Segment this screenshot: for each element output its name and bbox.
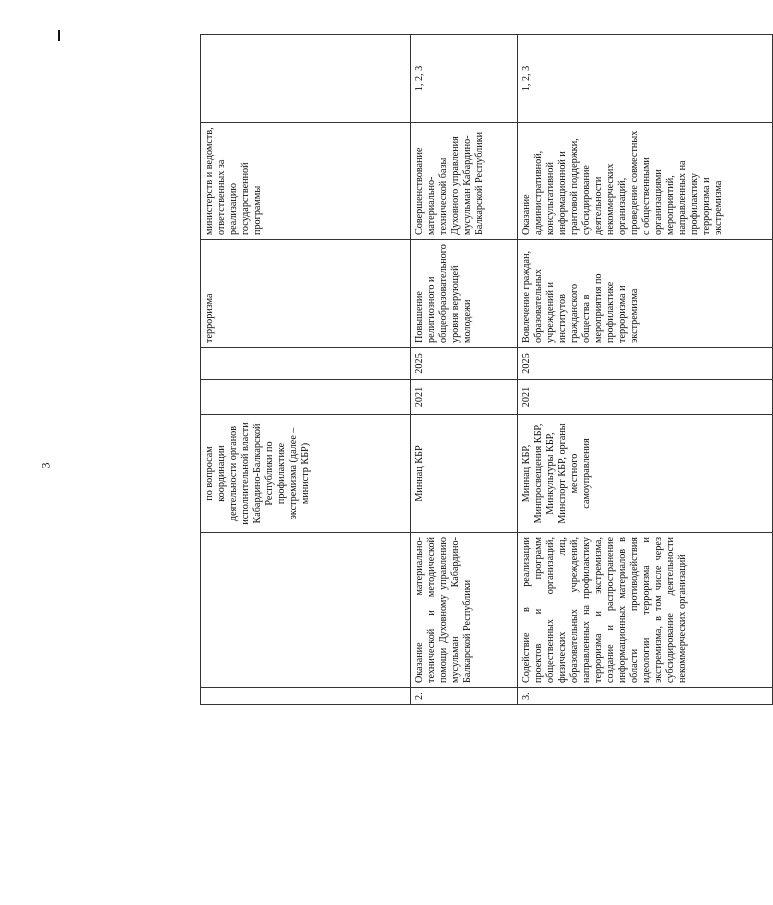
responsible-executor: Миннац КБР, Минпросвещения КБР, Минкультуры КБР, Минспорт КБР, органы местного самоуправления: [518, 415, 773, 533]
row-number: 2.: [411, 688, 518, 705]
program-activities-table: [200, 34, 773, 705]
expected-result: Вовлечение граждан, образовательных учреждений и институтов гражданского общества в мероприятия по профилактике терроризма и экстремизма: [518, 240, 773, 348]
row-number: [201, 688, 411, 705]
indicator-text: Совершенствование материально-технической базы Духовного управления мусульман Кабардино-Балкарской Республики: [411, 123, 518, 240]
expected-result: терроризма: [201, 240, 411, 348]
margin-tick-mark: [58, 30, 60, 41]
expected-result: Повышение религиозного и общеобразовательного уровня верующей молодежи: [411, 240, 518, 348]
indicator-text: Оказание административной, консультативной информационной и грантовой поддержки, субсидирование деятельности некоммерческих организаций, проведение совместных с общественными организациями мероприятий, направленных на профилактику терроризма и экстремизма: [518, 123, 773, 240]
responsible-executor: по вопросам координации деятельности органов исполнительной власти Кабардино-Балкарской Республики по профилактике экстремизма (далее – министр КБР): [201, 415, 411, 533]
activity-description: Оказание материально-технической и методической помощи Духовному управлению мусульман Кабардино-Балкарской Республики: [411, 533, 518, 688]
end-year: [201, 348, 411, 380]
table-row: [411, 35, 518, 705]
row-number: 3.: [518, 688, 773, 705]
start-year: 2021: [411, 380, 518, 415]
responsible-executor: Миннац КБР: [411, 415, 518, 533]
activity-description: Содействие в реализации проектов и программ общественных организаций, физических лиц, образовательных учреждений, направленных на профилактику терроризма и экстремизма, создание и распространение информационных материалов в области противодействия идеологии терроризма и экстремизма, в том числе через субсидирование деятельности некоммерческих организаций: [518, 533, 773, 688]
program-indicator-refs: [201, 35, 411, 123]
activity-description: [201, 533, 411, 688]
end-year: 2025: [411, 348, 518, 380]
start-year: [201, 380, 411, 415]
end-year: 2025: [518, 348, 773, 380]
program-indicator-refs: 1, 2, 3: [518, 35, 773, 123]
start-year: 2021: [518, 380, 773, 415]
page-number: 3: [38, 462, 53, 469]
table-row: [518, 35, 773, 705]
indicator-text: министерств и ведомств, ответственных за реализацию государственной программы: [201, 123, 411, 240]
table-row: [201, 35, 411, 705]
program-indicator-refs: 1, 2, 3: [411, 35, 518, 123]
